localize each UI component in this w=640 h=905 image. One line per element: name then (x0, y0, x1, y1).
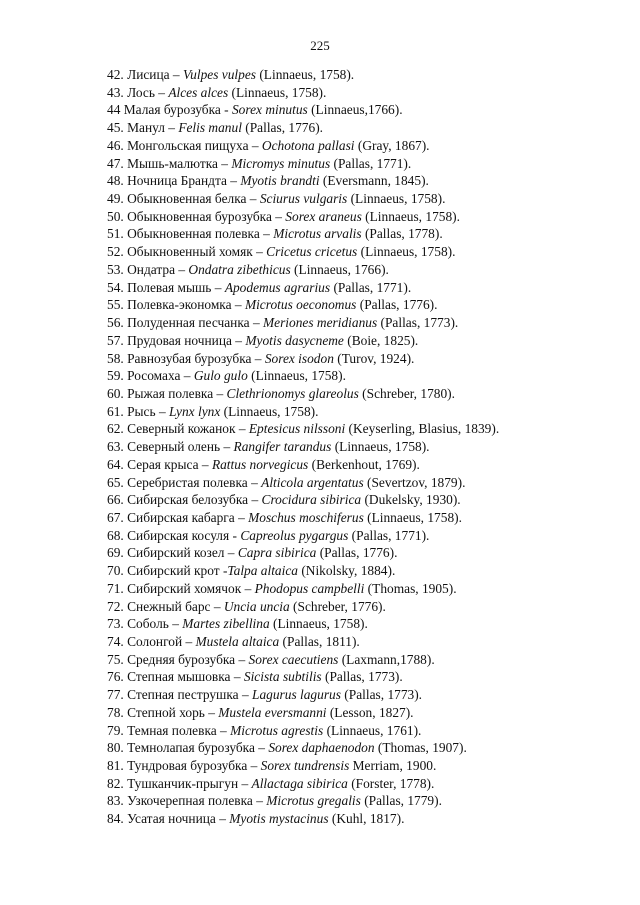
name-separator: – (251, 350, 265, 366)
name-separator: – (231, 297, 245, 313)
list-item (107, 155, 627, 173)
entry-number: 71. (107, 580, 124, 596)
list-item (107, 775, 627, 793)
list-item (107, 279, 627, 297)
name-separator: – (220, 439, 234, 455)
entry-number: 61. (107, 403, 124, 419)
common-name: Ондатра (127, 261, 176, 277)
list-item (107, 119, 627, 137)
common-name: Темнолапая бурозубка (127, 740, 255, 756)
author-citation: (Eversmann, 1845). (319, 173, 429, 189)
scientific-name: Mustela eversmanni (218, 704, 327, 720)
name-separator: – (252, 793, 267, 809)
list-item (107, 792, 627, 810)
author-citation: (Linnaeus, 1758). (220, 403, 319, 419)
scientific-name: Myotis brandti (240, 173, 320, 189)
author-citation: (Schreber, 1780). (358, 385, 455, 401)
common-name: Прудовая ночница (127, 332, 232, 348)
scientific-name: Myotis dasycneme (245, 332, 344, 348)
name-separator: - (229, 527, 241, 543)
name-separator: – (154, 84, 169, 100)
list-item (107, 580, 627, 598)
scientific-name: Microtus agrestis (230, 722, 324, 738)
list-item (107, 172, 627, 190)
entry-number: 64. (107, 456, 124, 472)
scientific-name: Microtus arvalis (273, 226, 362, 242)
author-citation: (Laxmann,1788). (338, 651, 435, 667)
scientific-name: Rattus norvegicus (211, 456, 309, 472)
name-separator: – (180, 368, 194, 384)
author-citation: (Linnaeus, 1758). (269, 616, 368, 632)
common-name: Ночница Брандта (127, 173, 227, 189)
author-citation: (Linnaeus, 1758). (228, 84, 327, 100)
name-separator: - (219, 563, 228, 579)
entry-number: 76. (107, 669, 124, 685)
common-name: Сибирская белозубка (127, 492, 249, 508)
name-separator: – (216, 722, 231, 738)
list-item (107, 101, 627, 119)
name-separator: – (259, 226, 274, 242)
common-name: Полевая мышь (127, 279, 212, 295)
name-separator: – (249, 315, 263, 331)
list-item (107, 474, 627, 492)
common-name: Серая крыса (127, 456, 199, 472)
common-name: Степная пеструшка (127, 687, 239, 703)
list-item (107, 350, 627, 368)
name-separator: – (224, 545, 238, 561)
name-separator: – (168, 616, 183, 632)
author-citation: (Nikolsky, 1884). (297, 563, 396, 579)
scientific-name: Alticola argentatus (261, 474, 364, 490)
author-citation: (Pallas, 1778). (361, 226, 443, 242)
common-name: Сибирский крот (127, 563, 220, 579)
name-separator: – (246, 191, 260, 207)
list-item (107, 562, 627, 580)
common-name: Сибирский хомячок (127, 580, 242, 596)
entry-number: 42. (107, 67, 124, 82)
author-citation: (Kuhl, 1817). (328, 811, 405, 827)
entry-number: 68. (107, 527, 124, 543)
name-separator: – (204, 704, 219, 720)
author-citation: (Linnaeus, 1758). (357, 244, 456, 260)
name-separator: – (226, 173, 241, 189)
scientific-name: Gulo gulo (193, 368, 248, 384)
author-citation: (Boie, 1825). (343, 332, 419, 348)
scientific-name: Sorex caecutiens (248, 651, 339, 667)
common-name: Солонгой (127, 634, 183, 649)
author-citation: (Pallas, 1771). (348, 527, 430, 543)
scientific-name: Felis manul (178, 120, 242, 136)
entry-number: 63. (107, 439, 124, 455)
scientific-name: Lynx lynx (169, 403, 221, 419)
author-citation: (Pallas, 1771). (330, 279, 412, 295)
author-citation: (Pallas, 1773). (321, 669, 403, 685)
name-separator: – (211, 279, 225, 295)
entry-number: 74. (107, 634, 124, 649)
common-name: Рыжая полевка (127, 385, 214, 401)
list-item (107, 456, 627, 474)
name-separator: – (169, 67, 183, 82)
scientific-name: Vulpes vulpes (182, 67, 256, 82)
scientific-name: Sorex araneus (285, 208, 362, 224)
list-item (107, 243, 627, 261)
name-separator: – (230, 669, 244, 685)
scientific-name: Mustela altaica (195, 634, 280, 649)
scientific-name: Sciurus vulgaris (259, 191, 348, 207)
author-citation: (Pallas, 1811). (279, 634, 360, 649)
entry-number: 55. (107, 297, 124, 313)
entry-number: 75. (107, 651, 124, 667)
common-name: Северный олень (127, 439, 221, 455)
name-separator: – (231, 332, 246, 348)
name-separator: – (164, 120, 179, 136)
common-name: Обыкновенная бурозубка (127, 208, 272, 224)
list-item (107, 598, 627, 616)
author-citation: (Linnaeus, 1761). (323, 722, 422, 738)
entry-number: 43. (107, 84, 124, 100)
list-item (107, 208, 627, 226)
scientific-name: Phodopus campbelli (254, 580, 365, 596)
author-citation: (Linnaeus, 1758). (347, 191, 446, 207)
entry-number: 48. (107, 173, 124, 189)
author-citation: (Pallas, 1779). (360, 793, 442, 809)
entry-number: 83. (107, 793, 124, 809)
list-item (107, 509, 627, 527)
common-name: Росомаха (127, 368, 181, 384)
scientific-name: Apodemus agrarius (224, 279, 331, 295)
author-citation: (Pallas, 1771). (330, 155, 412, 171)
author-citation: (Pallas, 1776). (241, 120, 323, 136)
common-name: Степной хорь (127, 704, 205, 720)
list-item (107, 757, 627, 775)
list-item (107, 527, 627, 545)
entry-number: 80. (107, 740, 124, 756)
scientific-name: Allactaga sibirica (251, 775, 348, 791)
name-separator: – (155, 403, 169, 419)
name-separator: – (254, 740, 269, 756)
list-item (107, 403, 627, 421)
author-citation: (Berkenhout, 1769). (308, 456, 420, 472)
common-name: Сибирская кабарга (127, 509, 235, 525)
name-separator: – (247, 758, 261, 774)
entry-number: 44 (107, 102, 121, 118)
list-item (107, 420, 627, 438)
name-separator: – (271, 208, 286, 224)
scientific-name: Sorex tundrensis (260, 758, 350, 774)
scientific-name: Capra sibirica (237, 545, 317, 561)
scientific-name: Rangifer tarandus (233, 439, 332, 455)
common-name: Сибирская косуля (127, 527, 230, 543)
common-name: Равнозубая бурозубка (127, 350, 252, 366)
scientific-name: Microtus oeconomus (244, 297, 357, 313)
author-citation: (Schreber, 1776). (289, 598, 386, 614)
name-separator: – (238, 775, 252, 791)
name-separator: – (234, 509, 249, 525)
common-name: Обыкновенная белка (127, 191, 247, 207)
list-item (107, 722, 627, 740)
list-item (107, 385, 627, 403)
scientific-name: Lagurus lagurus (252, 687, 341, 703)
name-separator: – (248, 492, 262, 508)
list-item (107, 491, 627, 509)
author-citation: (Linnaeus,1766). (307, 102, 403, 118)
list-item (107, 810, 627, 828)
name-separator: – (198, 456, 212, 472)
entry-number: 79. (107, 722, 124, 738)
author-citation: (Linnaeus, 1766). (290, 261, 389, 277)
list-item (107, 84, 627, 102)
name-separator: – (248, 137, 262, 153)
scientific-name: Micromys minutus (231, 155, 331, 171)
common-name: Тундровая бурозубка (127, 758, 248, 774)
list-item (107, 544, 627, 562)
author-citation: (Lesson, 1827). (326, 704, 414, 720)
author-citation: (Linnaeus, 1758). (247, 368, 346, 384)
entry-number: 46. (107, 137, 124, 153)
name-separator: – (238, 687, 253, 703)
entry-number: 73. (107, 616, 124, 632)
list-item (107, 66, 627, 84)
scientific-name: Myotis mystacinus (229, 811, 329, 827)
common-name: Манул (127, 120, 165, 136)
scientific-name: Alces alces (168, 84, 229, 100)
list-item (107, 668, 627, 686)
author-citation: (Severtzov, 1879). (363, 474, 466, 490)
scientific-name: Cricetus cricetus (266, 244, 358, 260)
scientific-name: Clethrionomys glareolus (226, 385, 359, 401)
author-citation: (Forster, 1778). (347, 775, 435, 791)
list-item (107, 296, 627, 314)
scientific-name: Martes zibellina (182, 616, 270, 632)
scientific-name: Sorex minutus (231, 102, 308, 118)
list-item (107, 704, 627, 722)
scientific-name: Talpa altaica (227, 563, 298, 579)
common-name: Лисица (127, 67, 170, 82)
list-item (107, 633, 627, 651)
entry-number: 69. (107, 545, 124, 561)
name-separator: – (215, 811, 230, 827)
common-name: Северный кожанок (127, 421, 236, 437)
name-separator: – (182, 634, 196, 649)
species-list (107, 66, 627, 828)
common-name: Усатая ночница (127, 811, 216, 827)
name-separator: – (241, 580, 255, 596)
list-item (107, 190, 627, 208)
entry-number: 57. (107, 332, 124, 348)
author-citation: (Linnaeus, 1758). (331, 439, 430, 455)
author-citation: Merriam, 1900. (349, 758, 437, 774)
entry-number: 60. (107, 385, 124, 401)
name-separator: – (210, 598, 224, 614)
scientific-name: Microtus gregalis (266, 793, 361, 809)
common-name: Средняя бурозубка (127, 651, 236, 667)
entry-number: 72. (107, 598, 124, 614)
name-separator: – (252, 244, 267, 260)
scientific-name: Sorex daphaenodon (268, 740, 375, 756)
entry-number: 81. (107, 758, 124, 774)
scientific-name: Capreolus pygargus (240, 527, 349, 543)
common-name: Мышь-малютка (127, 155, 218, 171)
author-citation: (Thomas, 1905). (364, 580, 457, 596)
common-name: Монгольская пищуха (127, 137, 249, 153)
common-name: Обыкновенный хомяк (127, 244, 253, 260)
scientific-name: Ondatra zibethicus (188, 261, 291, 277)
entry-number: 58. (107, 350, 124, 366)
entry-number: 52. (107, 244, 124, 260)
list-item (107, 739, 627, 757)
list-item (107, 332, 627, 350)
common-name: Тушканчик-прыгун (127, 775, 239, 791)
common-name: Малая бурозубка (123, 102, 221, 118)
entry-number: 59. (107, 368, 124, 384)
common-name: Снежный барс (127, 598, 211, 614)
entry-number: 77. (107, 687, 124, 703)
entry-number: 50. (107, 208, 124, 224)
entry-number: 47. (107, 155, 124, 171)
list-item (107, 438, 627, 456)
entry-number: 49. (107, 191, 124, 207)
page-number: 225 (310, 38, 330, 53)
entry-number: 56. (107, 315, 124, 331)
scientific-name: Uncia uncia (223, 598, 290, 614)
author-citation: (Pallas, 1776). (316, 545, 398, 561)
entry-number: 45. (107, 120, 124, 136)
author-citation: (Gray, 1867). (354, 137, 430, 153)
common-name: Полевка-экономка (127, 297, 232, 313)
author-citation: (Pallas, 1773). (340, 687, 423, 703)
entry-number: 51. (107, 226, 124, 242)
list-item (107, 686, 627, 704)
author-citation: (Linnaeus, 1758). (361, 208, 460, 224)
scientific-name: Moschus moschiferus (248, 509, 364, 525)
common-name: Соболь (127, 616, 169, 632)
author-citation: (Pallas, 1776). (356, 297, 438, 313)
entry-number: 67. (107, 509, 124, 525)
entry-number: 66. (107, 492, 124, 508)
common-name: Узкочерепная полевка (127, 793, 253, 809)
entry-number: 82. (107, 775, 124, 791)
list-item (107, 225, 627, 243)
entry-number: 53. (107, 261, 124, 277)
common-name: Темная полевка (127, 722, 217, 738)
scientific-name: Crocidura sibirica (261, 492, 362, 508)
scientific-name: Meriones meridianus (262, 315, 378, 331)
entry-number: 70. (107, 563, 124, 579)
author-citation: (Pallas, 1773). (377, 315, 459, 331)
scientific-name: Sorex isodon (264, 350, 334, 366)
entry-number: 62. (107, 421, 124, 437)
common-name: Степная мышовка (127, 669, 231, 685)
author-citation: (Linnaeus, 1758). (255, 67, 355, 82)
name-separator: – (175, 261, 189, 277)
author-citation: (Linnaeus, 1758). (363, 509, 462, 525)
list-item (107, 314, 627, 332)
author-citation: (Thomas, 1907). (374, 740, 467, 756)
name-separator: – (217, 155, 232, 171)
list-item (107, 137, 627, 155)
entry-number: 84. (107, 811, 124, 827)
list-item (107, 367, 627, 385)
common-name: Полуденная песчанка (127, 315, 250, 331)
entry-number: 78. (107, 704, 124, 720)
scientific-name: Ochotona pallasi (261, 137, 355, 153)
list-item (107, 615, 627, 633)
name-separator: – (213, 385, 227, 401)
common-name: Лось (127, 84, 155, 100)
author-citation: (Keyserling, Blasius, 1839). (345, 421, 500, 437)
common-name: Рысь (127, 403, 156, 419)
name-separator: – (247, 474, 262, 490)
scientific-name: Eptesicus nilssoni (248, 421, 346, 437)
common-name: Обыкновенная полевка (127, 226, 260, 242)
scientific-name: Sicista subtilis (243, 669, 322, 685)
common-name: Сибирский козел (127, 545, 225, 561)
common-name: Серебристая полевка (127, 474, 248, 490)
name-separator: – (235, 651, 249, 667)
list-item (107, 261, 627, 279)
author-citation: (Turov, 1924). (333, 350, 415, 366)
name-separator: - (220, 102, 232, 118)
name-separator: – (235, 421, 249, 437)
entry-number: 54. (107, 279, 124, 295)
list-item (107, 651, 627, 669)
author-citation: (Dukelsky, 1930). (361, 492, 461, 508)
entry-number: 65. (107, 474, 124, 490)
